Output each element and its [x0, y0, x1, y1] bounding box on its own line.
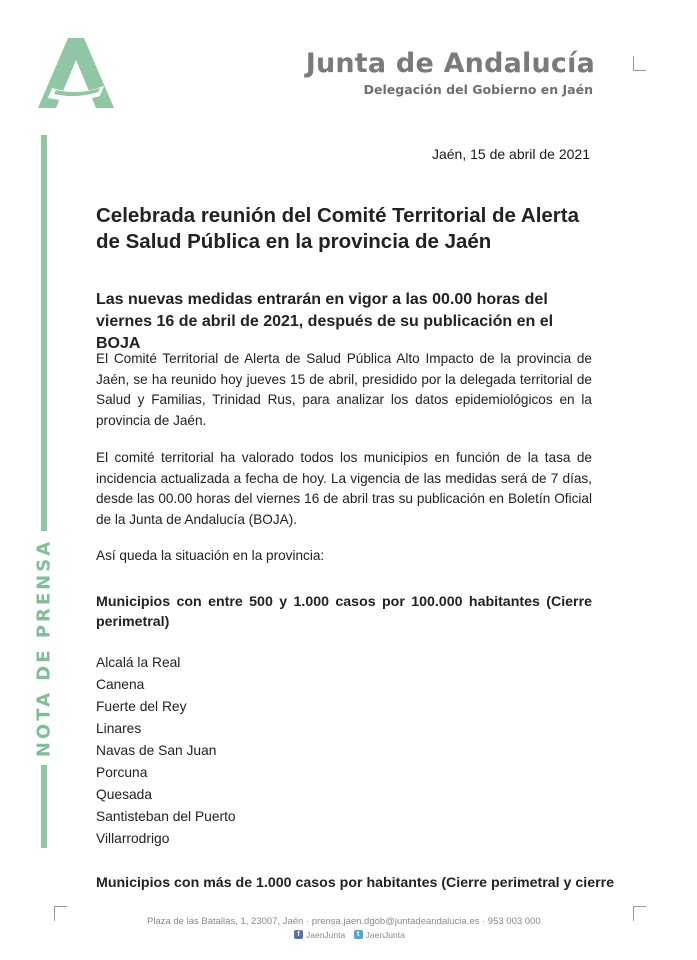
list-item: Fuerte del Rey — [96, 699, 187, 714]
list-item: Quesada — [96, 787, 152, 802]
document-date: Jaén, 15 de abril de 2021 — [431, 146, 590, 162]
twitter-icon: t — [354, 930, 363, 939]
section-heading-over-1000: Municipios con más de 1.000 casos por habitantes (Cierre perimetral y cierre — [96, 875, 615, 891]
section-heading-500-1000: Municipios con entre 500 y 1.000 casos por 100.000 habitantes (Cierre perimetral) — [96, 594, 592, 630]
list-item: Navas de San Juan — [96, 743, 217, 758]
footer-contact: Plaza de las Batallas, 1, 23007, Jaén · prensa.jaen.dgob@juntadeandalucia.es · 953 003 000 — [147, 916, 541, 927]
paragraph: El Comité Territorial de Alerta de Salud Pública Alto Impacto de la provincia de Jaén, se ha reunido hoy jueves 15 de abril, presidido por la delegada territorial de Salud y Familias, Trinidad Rus, para analizar los datos epidemiológicos en la provincia de Jaén. — [96, 351, 592, 428]
twitter-link[interactable] — [354, 930, 405, 940]
corner-mark-top-right — [633, 56, 646, 71]
document-subtitle: Las nuevas medidas entrarán en vigor a las 00.00 horas del viernes 16 de abril de 2021, después de su publicación en el BOJA — [96, 291, 554, 352]
list-item: Santisteban del Puerto — [96, 809, 236, 824]
facebook-link[interactable] — [294, 930, 345, 940]
footer-social — [294, 928, 411, 940]
document-title: Celebrada reunión del Comité Territorial de Alerta de Salud Pública en la provincia de Jaén — [96, 204, 580, 253]
list-item: Linares — [96, 721, 142, 736]
list-item: Canena — [96, 677, 145, 692]
municipality-list — [96, 652, 592, 850]
facebook-handle: JaenJunta — [306, 929, 346, 940]
facebook-icon: f — [294, 930, 303, 939]
list-item: Alcalá la Real — [96, 655, 181, 670]
brand-name: Junta de Andalucía — [305, 48, 595, 79]
side-bar-bottom — [41, 765, 47, 848]
paragraph: El comité territorial ha valorado todos los municipios en función de la tasa de incidencia actualizada a fecha de hoy. La vigencia de las medidas será de 7 días, desde las 00.00 horas del viernes 16 de abril tras su publicación en Boletín Oficial de la Junta de Andalucía (BOJA). — [96, 450, 592, 527]
list-item: Porcuna — [96, 765, 148, 780]
side-bar-top — [41, 135, 47, 531]
corner-mark-bottom-left — [54, 906, 67, 921]
list-item: Villarrodrigo — [96, 831, 170, 846]
paragraph: Así queda la situación en la provincia: — [96, 548, 325, 563]
junta-andalucia-logo — [38, 38, 114, 108]
press-release-label: NOTA DE PRENSA — [33, 538, 55, 758]
corner-mark-bottom-right — [633, 906, 646, 921]
twitter-handle: JaenJunta — [365, 929, 405, 940]
brand-subtitle: Delegación del Gobierno en Jaén — [363, 82, 593, 97]
